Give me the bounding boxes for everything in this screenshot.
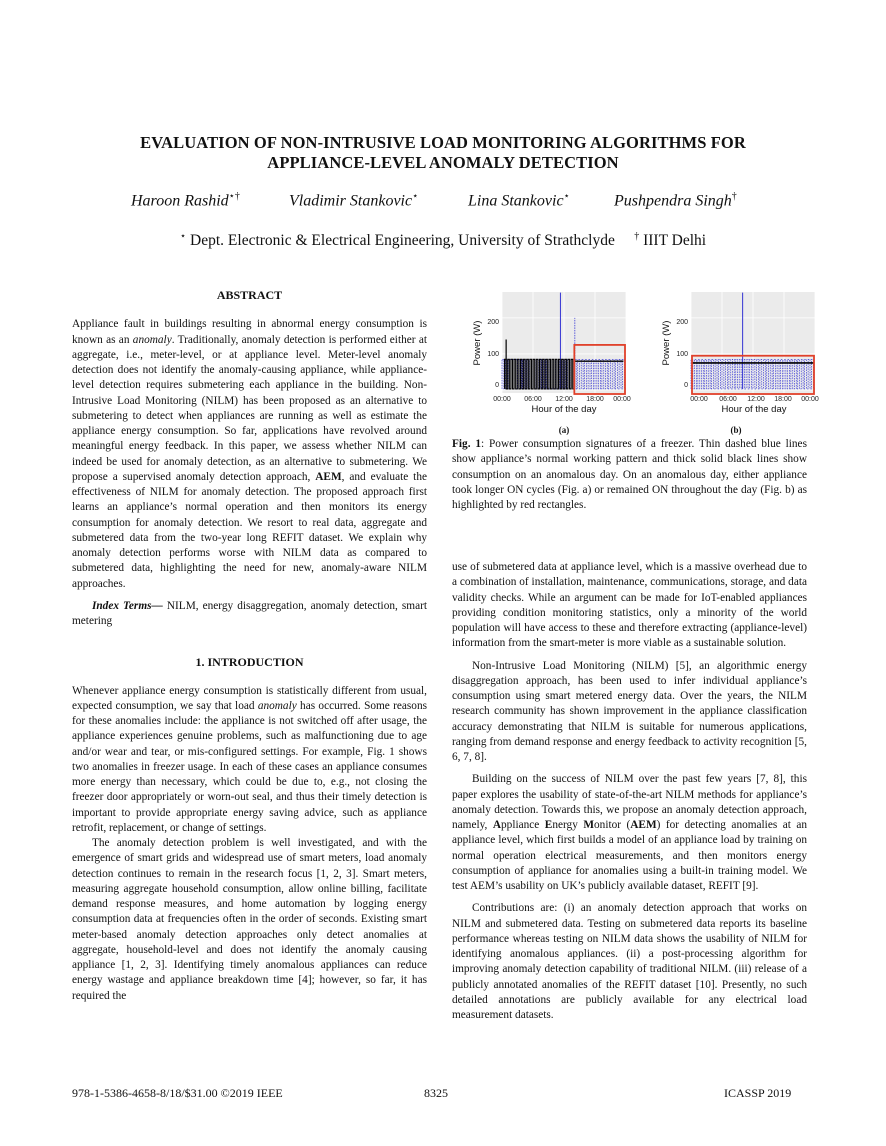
y-tick-label: 100 — [676, 351, 688, 358]
abstract-text — [72, 317, 427, 592]
author-list — [0, 191, 886, 211]
y-tick-label: 0 — [684, 382, 688, 389]
x-tick-label: 12:00 — [555, 396, 573, 403]
right-column — [452, 560, 807, 1023]
right-text-part: ppliance — [501, 819, 545, 831]
affil-iiit: IIIT Delhi — [643, 232, 707, 250]
y-axis-label: Power (W) — [472, 320, 483, 366]
intro-emphasis: anomaly — [257, 699, 297, 712]
abstract-heading: ABSTRACT — [216, 288, 283, 302]
x-axis-label: Hour of the day — [721, 404, 787, 415]
author-1 — [131, 191, 240, 210]
affiliations — [0, 231, 886, 250]
author-3 — [468, 191, 570, 210]
index-terms-text: NILM, energy disaggregation, anomaly detection, smart metering — [72, 599, 427, 627]
intro-heading: 1. INTRODUCTION — [195, 655, 304, 670]
abstract-text-part: Appliance fault in buildings resulting in abnormal energy consumption is known as an — [72, 318, 427, 346]
left-column — [72, 288, 427, 1004]
right-paragraph-4: Contributions are: (i) an anomaly detection approach that works on NILM and submetered data. Testing on submetered data reports its baseline performance whereas testing on NILM data shows the usability of NILM for identifying anomalous appliances. (ii) a post-processing algorithm for improving anomaly detection capability of traditional NILM. (iii) release of a publicly annotated anomalies of the REFIT dataset [10]. Presently, no such detailed annotations are publicly available for any electrical load measurement datasets. — [452, 902, 807, 1021]
figure-caption — [452, 437, 807, 513]
x-tick-label: 18:00 — [586, 396, 604, 403]
intro-paragraph-1 — [72, 684, 427, 837]
intro-paragraph-2: The anomaly detection problem is well investigated, and with the emergence of smart grids and widespread use of smart meters, load anomaly detection continues to remain in the research focus [1, 2, 3]. Smart meters, measuring aggregate household consumption, allow online billing, facilitate demand response measures, and home automation by logging energy consumption data at frequencies often in the order of seconds. Existing smart meter-based anomaly detection approaches only detect anomalies at aggregate, household-level and does not identify the anomaly causing appliance [1, 2, 3]. Identifying timely anomalous appliances can reduce energy wastage and appliance breakdown time [4]; however, so far, it has required the — [72, 837, 427, 1002]
author-name: Pushpendra Singh — [614, 192, 732, 210]
affil-mark: † — [634, 231, 640, 242]
abstract-emphasis: anomaly — [132, 333, 172, 346]
abstract-text-part: . Traditionally, anomaly detection is performed either at aggregate, i.e., meter-level, or at appliance level. Meter-level anomaly detection does not identify the anomaly-causing appliance, while appliance-level detection requires submetering each appliance in the building. Non-Intrusive Load Monitoring (NILM) has been proposed as an alternative to submetering to detect when appliances are running as well as estimate the appliance energy consumption. So far, applications have revolved around meaningful energy feedback. In this paper, we assess whether NILM can indeed be used for anomaly detection, as an alternative to submetering. We propose a supervised anomaly detection approach, — [72, 333, 427, 483]
title-line-2: APPLIANCE-LEVEL ANOMALY DETECTION — [267, 153, 619, 172]
author-name: Lina Stankovic — [468, 192, 564, 210]
title-line-1: EVALUATION OF NON-INTRUSIVE LOAD MONITORING ALGORITHMS FOR — [140, 133, 746, 152]
y-tick-label: 100 — [487, 351, 499, 358]
author-mark: † — [731, 191, 737, 202]
right-text-part: for detecting anomalies at an appliance level, which first builds a model of an appliance load by training on normal operation electrical measurements, and then monitors energy consumption of appliance for anomalies using a built-in training model. We test AEM’s usability on UK’s publicly available dataset, REFIT [9]. — [452, 819, 808, 892]
x-tick-label: 00:00 — [801, 396, 819, 403]
x-tick-label: 12:00 — [747, 396, 765, 403]
author-name: Vladimir Stankovic — [289, 192, 413, 210]
y-tick-label: 200 — [487, 319, 499, 326]
footer-page-number: 8325 — [424, 1086, 448, 1100]
affil-strathclyde: Dept. Electronic & Electrical Engineering, University of Strathclyde — [190, 232, 615, 250]
footer-copyright: 978-1-5386-4658-8/18/$31.00 ©2019 IEEE — [72, 1086, 283, 1100]
author-mark: ⋆† — [228, 191, 240, 202]
right-paragraph-1: use of submetered data at appliance level, which is a massive overhead due to a combination of installation, maintenance, communications, storage, and data validity checks. While an argument can be made for IoT-enabled appliances providing condition monitoring statistics, only a minority of the world population will have access to these and therefore extracting (appliance-level) information from the smart-meter is more viable as a sustainable solution. — [452, 561, 807, 650]
subfigure-label-b: (b) — [730, 425, 742, 435]
intro-text-part: has occurred. Some reasons for these anomalies include: the appliance is not switched off after usage, the appliance experiences genuine problems, such as malfunctioning due to age and/or wear and tear, or mis-configured settings. For example, Fig. 1 shows two anomalies in freezer usage. In each of these cases an appliance consumes more energy than necessary, which could be due to, e.g., not closing the freezer door appropriately or worn-out seal, and thus their timely detection is important to provide appropriate energy saving advice, such as appliance retrofit, replacement, or change of settings. — [72, 699, 427, 834]
right-paragraph-2: Non-Intrusive Load Monitoring (NILM) [5], an algorithmic energy disaggregation approach, has been used to infer individual appliance’s consumption using smart metered energy data. Over the years, the NILM research community has shown improvement in the appliance classification accuracy demonstrating that NILM is suitable for numerous applications, ranging from demand response and energy feedback to activity recognition [5, 6, 7, 8]. — [452, 659, 807, 763]
affil-mark: ⋆ — [179, 231, 187, 242]
right-paragraph-3: Building on the success of NILM over the past few years [7, 8], this paper explores the usability of state-of-the-art NILM methods for appliance’s anomaly detection. Towards this, we propose an anomaly detection approach, namely, Appliance Energy Monitor (AEM) for detecting anomalies at an appliance level, which first builds a model of an appliance load by training on normal operation electrical measurements, and then monitors energy consumption of appliance for anomalies using a built-in training model. We test AEM’s usability on UK’s publicly available dataset, REFIT [9]. — [452, 773, 808, 892]
author-mark: ⋆ — [412, 191, 419, 202]
author-mark: ⋆ — [563, 191, 570, 202]
abstract-strong: AEM — [315, 470, 342, 483]
y-tick-label: 200 — [676, 319, 688, 326]
acronym-letter: M — [583, 819, 595, 831]
footer-conference: ICASSP 2019 — [724, 1086, 792, 1100]
right-text-part: Building on the success of NILM over the past few years [7, 8], this paper explores the usability of state-of-the-art NILM methods for appliance’s anomaly detection. Towards this, we propose an anomaly detection approach, namely, — [452, 773, 807, 831]
acronym-letter: E — [544, 819, 553, 831]
figure-1b-chart — [655, 288, 825, 438]
author-name: Haroon Rashid — [131, 192, 229, 210]
intro-text-part: Whenever appliance energy consumption is statistically different from usual, expected consumption, we say that load — [72, 684, 427, 712]
acronym-letter: A — [492, 819, 502, 831]
x-tick-label: 00:00 — [493, 396, 511, 403]
y-axis-label: Power (W) — [661, 320, 672, 366]
x-tick-label: 00:00 — [690, 396, 708, 403]
author-4 — [614, 191, 737, 210]
abstract-text-part: , and evaluate the effectiveness of NILM for anomaly detection. The proposed approach first learns an appliance’s normal operation and then monitors its energy consumption for anomaly detection. We resort to real data, aggregate and submetered data from the two-year long REFIT dataset. We explain why anomaly detection performs worse with NILM data as compared to submetered data, highlighting the need for new, anomaly-aware NILM approaches. — [72, 470, 427, 590]
x-tick-label: 06:00 — [719, 396, 737, 403]
figure-1a-chart — [466, 288, 636, 438]
paper-title — [60, 133, 826, 173]
x-tick-label: 06:00 — [524, 396, 542, 403]
right-text-part: onitor — [594, 819, 622, 831]
right-text-part: nergy — [552, 819, 584, 831]
author-2 — [289, 191, 418, 210]
y-tick-label: 0 — [495, 382, 499, 389]
caption-text: : Power consumption signatures of a freezer. Thin dashed blue lines show appliance’s normal working pattern and thick solid black lines show consumption on an anomalous day. On an anomalous day, either appliance took longer ON cycles (Fig. a) or remained ON throughout the day (Fig. b) as highlighted by red rectangles. — [452, 438, 807, 511]
x-tick-label: 18:00 — [774, 396, 792, 403]
index-terms — [72, 599, 427, 630]
acronym-aem: AEM — [630, 819, 657, 831]
x-axis-label: Hour of the day — [531, 404, 597, 415]
subfigure-label-a: (a) — [558, 425, 570, 435]
x-tick-label: 00:00 — [613, 396, 631, 403]
index-terms-label: Index Terms— — [92, 599, 163, 612]
caption-label: Fig. 1 — [452, 438, 482, 450]
